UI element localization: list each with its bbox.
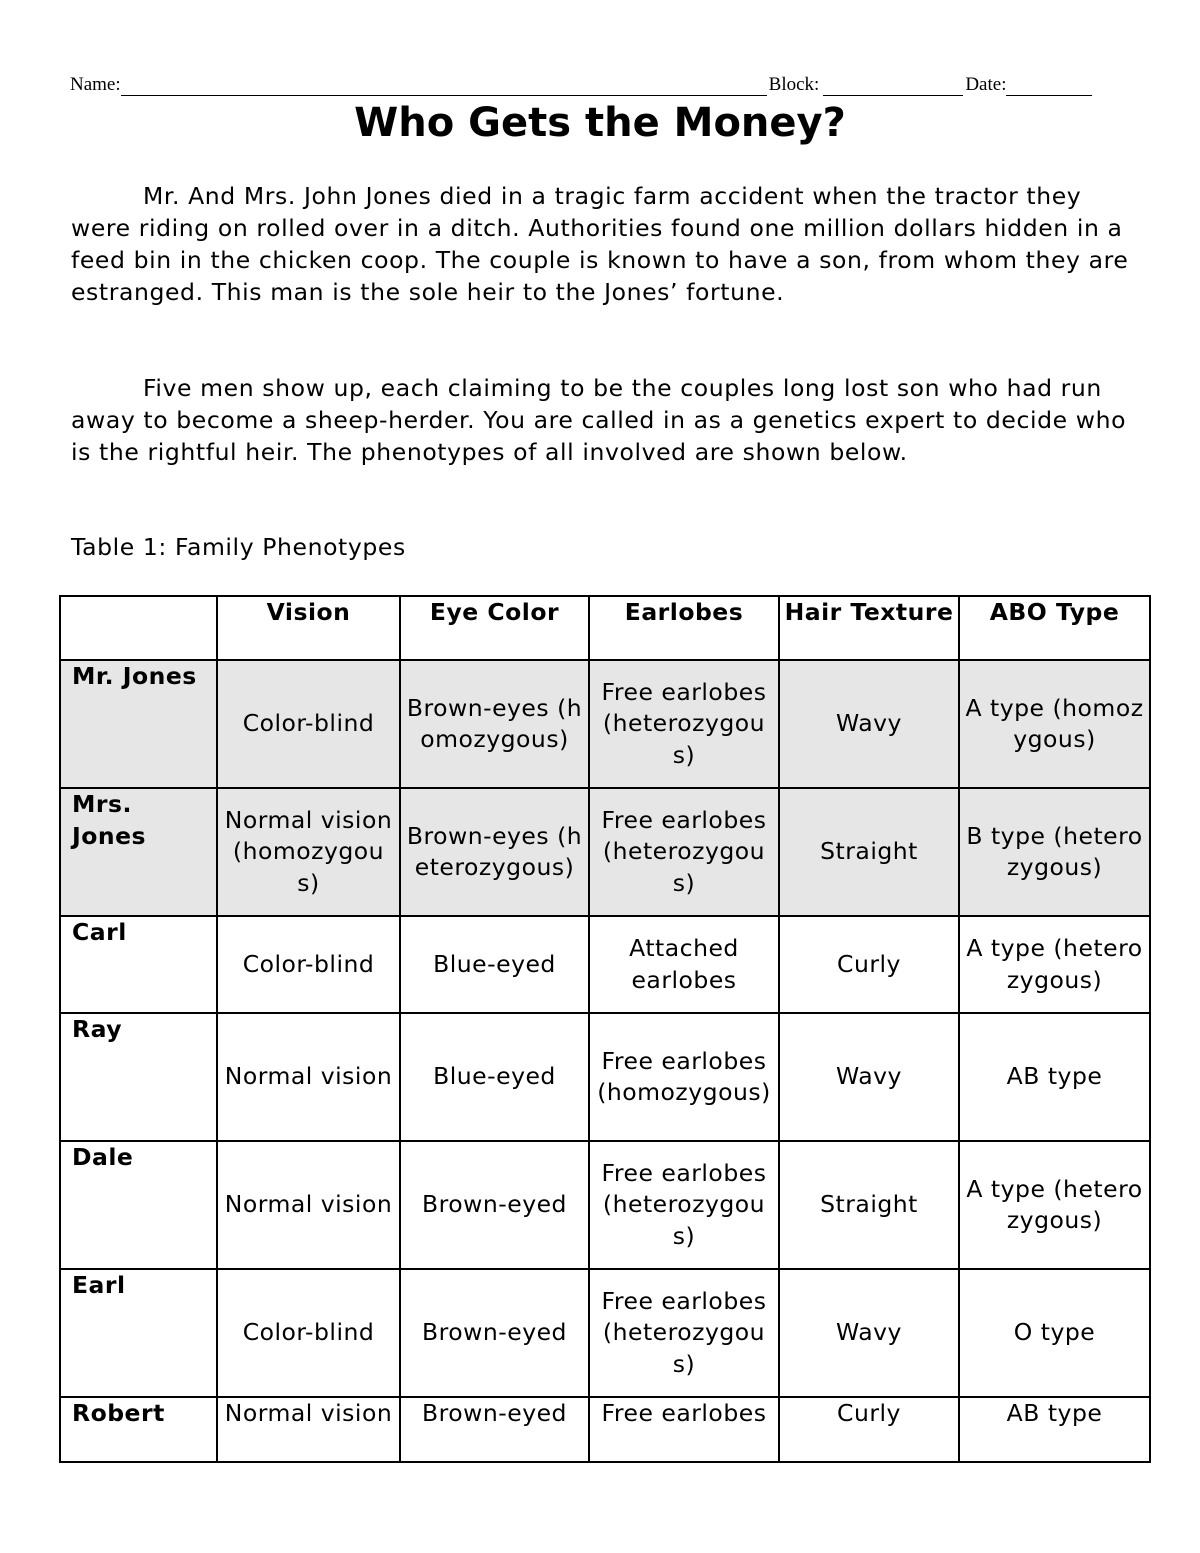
intro-paragraph-1-text: Mr. And Mrs. John Jones died in a tragic farm accident when the tractor they were riding on rolled over in a ditch. Authorities found one million dollars hidden in a feed bin in the chicken coop. The couple is known to have a son, from whom they are estranged. This man is the sole heir to the Jones’ fortune. xyxy=(71,182,1129,307)
earlobes-cell: Free earlobes (heterozygous) xyxy=(589,660,779,788)
row-name: Mrs. Jones xyxy=(60,788,217,916)
abo-type-cell: B type (heterozygous) xyxy=(959,788,1150,916)
intro-paragraph-2-text: Five men show up, each claiming to be the couples long lost son who had run away to become a sheep-herder. You are called in as a genetics expert to decide who is the rightful heir. The phenotypes of all involved are shown below. xyxy=(71,374,1127,467)
vision-cell: Color-blind xyxy=(217,1269,400,1397)
date-field[interactable] xyxy=(1006,76,1092,96)
table-row xyxy=(60,1397,1150,1462)
table-caption: Table 1: Family Phenotypes xyxy=(71,533,406,561)
hair-texture-cell: Straight xyxy=(779,788,959,916)
abo-type-cell: A type (heterozygous) xyxy=(959,916,1150,1013)
eye-color-cell: Brown-eyed xyxy=(400,1397,589,1462)
table-row xyxy=(60,916,1150,1013)
vision-cell: Normal vision xyxy=(217,1397,400,1462)
table-row xyxy=(60,1269,1150,1397)
table-row xyxy=(60,1013,1150,1141)
vision-cell: Color-blind xyxy=(217,916,400,1013)
page-title: Who Gets the Money? xyxy=(354,100,846,146)
table-header-row xyxy=(60,596,1150,660)
eye-color-cell: Brown-eyed xyxy=(400,1141,589,1269)
hair-texture-cell: Wavy xyxy=(779,1013,959,1141)
earlobes-cell: Free earlobes (heterozygous) xyxy=(589,1269,779,1397)
table-row xyxy=(60,660,1150,788)
column-header-blank xyxy=(60,596,217,660)
row-name: Earl xyxy=(60,1269,217,1397)
block-field[interactable] xyxy=(823,76,963,96)
header-fields xyxy=(70,74,1132,96)
abo-type-cell: AB type xyxy=(959,1013,1150,1141)
name-label: Name: xyxy=(70,74,121,95)
earlobes-cell: Free earlobes (heterozygous) xyxy=(589,1141,779,1269)
vision-cell: Color-blind xyxy=(217,660,400,788)
eye-color-cell: Brown-eyes (heterozygous) xyxy=(400,788,589,916)
hair-texture-cell: Wavy xyxy=(779,1269,959,1397)
name-field[interactable] xyxy=(121,76,767,96)
hair-texture-cell: Straight xyxy=(779,1141,959,1269)
row-name: Ray xyxy=(60,1013,217,1141)
row-name: Robert xyxy=(60,1397,217,1462)
column-header-hair-texture: Hair Texture xyxy=(779,596,959,660)
earlobes-cell: Free earlobes (heterozygous) xyxy=(589,788,779,916)
vision-cell: Normal vision (homozygous) xyxy=(217,788,400,916)
abo-type-cell: A type (heterozygous) xyxy=(959,1141,1150,1269)
eye-color-cell: Brown-eyed xyxy=(400,1269,589,1397)
hair-texture-cell: Curly xyxy=(779,916,959,1013)
intro-paragraph-1 xyxy=(71,180,1133,308)
abo-type-cell: A type (homozygous) xyxy=(959,660,1150,788)
vision-cell: Normal vision xyxy=(217,1141,400,1269)
column-header-eye-color: Eye Color xyxy=(400,596,589,660)
column-header-abo-type: ABO Type xyxy=(959,596,1150,660)
row-name: Carl xyxy=(60,916,217,1013)
eye-color-cell: Brown-eyes (homozygous) xyxy=(400,660,589,788)
table-row xyxy=(60,788,1150,916)
earlobes-cell: Free earlobes (homozygous) xyxy=(589,1013,779,1141)
row-name: Mr. Jones xyxy=(60,660,217,788)
hair-texture-cell: Wavy xyxy=(779,660,959,788)
hair-texture-cell: Curly xyxy=(779,1397,959,1462)
intro-paragraph-2 xyxy=(71,372,1133,468)
eye-color-cell: Blue-eyed xyxy=(400,916,589,1013)
date-label: Date: xyxy=(965,74,1007,95)
column-header-vision: Vision xyxy=(217,596,400,660)
phenotype-table xyxy=(59,595,1151,1463)
vision-cell: Normal vision xyxy=(217,1013,400,1141)
earlobes-cell: Attached earlobes xyxy=(589,916,779,1013)
row-name: Dale xyxy=(60,1141,217,1269)
eye-color-cell: Blue-eyed xyxy=(400,1013,589,1141)
table-row xyxy=(60,1141,1150,1269)
abo-type-cell: AB type xyxy=(959,1397,1150,1462)
block-label: Block: xyxy=(768,74,820,95)
earlobes-cell: Free earlobes xyxy=(589,1397,779,1462)
column-header-earlobes: Earlobes xyxy=(589,596,779,660)
abo-type-cell: O type xyxy=(959,1269,1150,1397)
